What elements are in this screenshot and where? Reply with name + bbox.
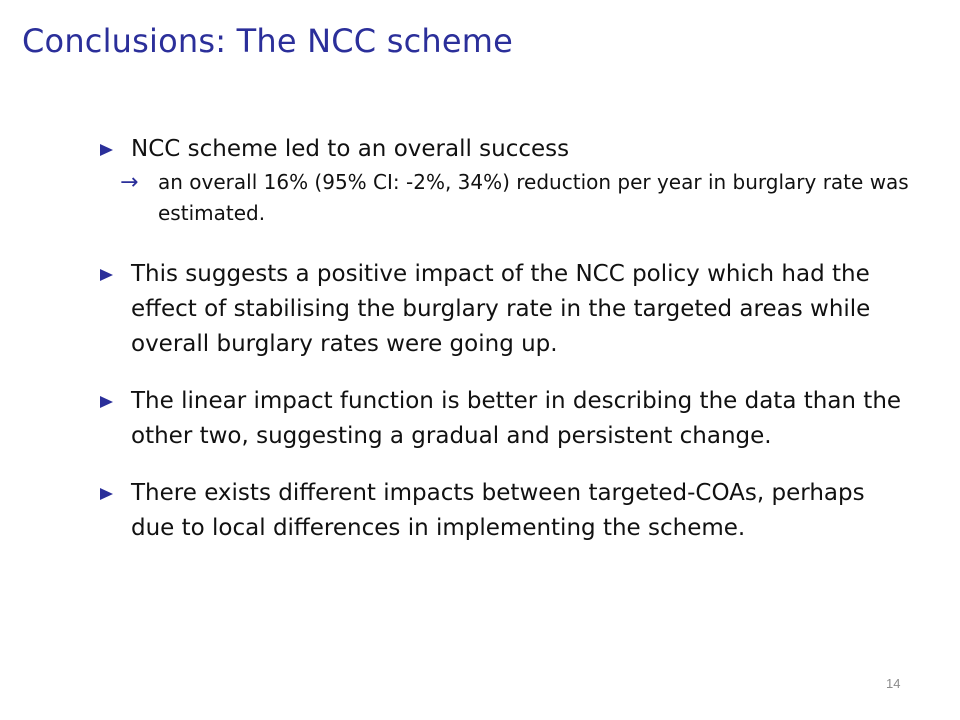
triangle-right-icon	[100, 269, 113, 281]
bullet-list	[100, 132, 910, 546]
bullet-item	[100, 476, 910, 546]
sub-bullet-text: an overall 16% (95% CI: -2%, 34%) reduction per year in burglary rate was estimated.	[158, 170, 909, 225]
sub-bullet-item	[100, 167, 910, 229]
triangle-right-icon	[100, 396, 113, 408]
triangle-right-icon	[100, 144, 113, 156]
bullet-item	[100, 132, 910, 167]
bullet-item	[100, 384, 910, 454]
bullet-text: This suggests a positive impact of the NCC policy which had the effect of stabilising the burglary rate in the targeted areas while overall burglary rates were going up.	[131, 261, 871, 357]
bullet-text: NCC scheme led to an overall success	[131, 136, 570, 162]
page-number: 14	[886, 676, 901, 691]
arrow-right-icon: →	[120, 170, 139, 195]
slide-title: Conclusions: The NCC scheme	[22, 22, 513, 60]
bullet-text: The linear impact function is better in describing the data than the other two, suggesting a gradual and persistent change.	[131, 388, 902, 449]
bullet-text: There exists different impacts between targeted-COAs, perhaps due to local differences in implementing the scheme.	[131, 480, 865, 541]
triangle-right-icon	[100, 488, 113, 500]
bullet-item	[100, 257, 910, 362]
